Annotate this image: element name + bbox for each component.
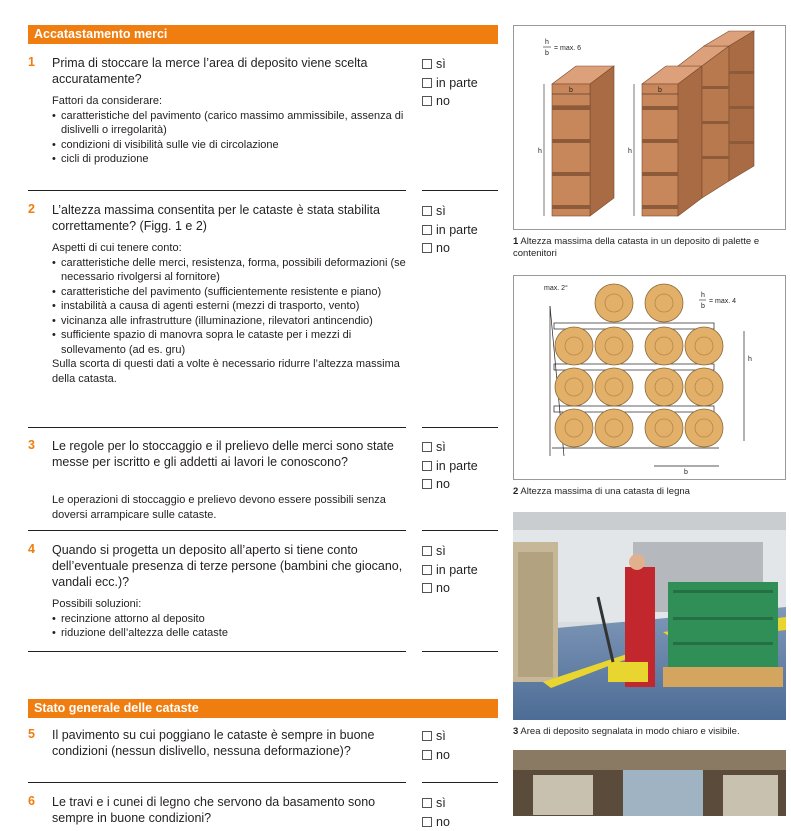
warehouse-illustration bbox=[513, 512, 786, 720]
option-in-parte[interactable]: in parte bbox=[422, 221, 478, 240]
note-bullet: • caratteristiche del pavimento (sufficientemente resistente e piano) bbox=[52, 285, 412, 300]
divider bbox=[28, 427, 406, 428]
figure-2-caption: 2 Altezza massima di una catasta di legna bbox=[513, 486, 783, 498]
figure-3-caption: 3 Area di deposito segnalata in modo chiaro e visibile. bbox=[513, 726, 783, 738]
note-bullet: • recinzione attorno al deposito bbox=[52, 612, 412, 627]
log bbox=[595, 284, 633, 322]
option-no[interactable]: no bbox=[422, 813, 450, 831]
answer-options bbox=[422, 542, 478, 598]
note-bullet: • condizioni di visibilità sulle vie di circolazione bbox=[52, 138, 412, 153]
log bbox=[645, 368, 683, 406]
dim-b: b bbox=[569, 87, 573, 94]
question-notes bbox=[52, 94, 412, 167]
dim-h: h bbox=[628, 148, 632, 155]
section-header-general-state: Stato generale delle cataste bbox=[28, 699, 498, 718]
notes-intro: Aspetti di cui tenere conto: bbox=[52, 241, 412, 256]
divider bbox=[422, 651, 498, 652]
option-in-parte[interactable]: in parte bbox=[422, 457, 478, 476]
option-no[interactable]: no bbox=[422, 239, 478, 258]
section-header-stacking: Accatastamento merci bbox=[28, 25, 498, 44]
option-si[interactable]: sì bbox=[422, 727, 450, 746]
checkbox-in-parte[interactable] bbox=[422, 565, 432, 575]
ratio-b: b bbox=[545, 50, 549, 57]
answer-options bbox=[422, 55, 478, 111]
log bbox=[645, 327, 683, 365]
dim-h: h bbox=[748, 356, 752, 363]
checkbox-in-parte[interactable] bbox=[422, 461, 432, 471]
ratio-h: h bbox=[545, 39, 549, 46]
checkbox-si[interactable] bbox=[422, 731, 432, 741]
dim-h: h bbox=[538, 148, 542, 155]
question-text: Quando si progetta un deposito all’aperto si tiene conto dell’eventuale presenza di terze persone (bambini che giocano, vandali ecc.)? bbox=[52, 542, 412, 590]
ratio-label: = max. 4 bbox=[709, 298, 736, 305]
log bbox=[685, 327, 723, 365]
question-number: 2 bbox=[28, 202, 35, 216]
checkbox-no[interactable] bbox=[422, 750, 432, 760]
checkbox-si[interactable] bbox=[422, 59, 432, 69]
divider bbox=[28, 530, 406, 531]
note-bullet: • instabilità a causa di agenti esterni (mezzi di trasporto, vento) bbox=[52, 299, 412, 314]
question-number: 6 bbox=[28, 794, 35, 808]
dim-b: b bbox=[658, 87, 662, 94]
divider bbox=[422, 782, 498, 783]
answer-options bbox=[422, 438, 478, 494]
question-number: 3 bbox=[28, 438, 35, 452]
option-no[interactable]: no bbox=[422, 92, 478, 111]
note-bullet: • riduzione dell’altezza delle cataste bbox=[52, 626, 412, 641]
option-si[interactable]: sì bbox=[422, 202, 478, 221]
pallet-stack-a bbox=[552, 66, 614, 216]
notes-outro: Sulla scorta di questi dati a volte è necessario ridurre l’altezza massima della catasta. bbox=[52, 357, 412, 386]
option-si[interactable]: sì bbox=[422, 438, 478, 457]
pallet-stack-illustration bbox=[514, 26, 785, 229]
note-bullet: • vicinanza alle infrastrutture (illuminazione, rilevatori antincendio) bbox=[52, 314, 412, 329]
option-no[interactable]: no bbox=[422, 746, 450, 765]
checkbox-in-parte[interactable] bbox=[422, 78, 432, 88]
log bbox=[555, 409, 593, 447]
checkbox-no[interactable] bbox=[422, 817, 432, 827]
figure-3-warehouse-photo bbox=[513, 512, 786, 720]
divider bbox=[422, 190, 498, 191]
question-notes: Le operazioni di stoccaggio e prelievo devono essere possibili senza doversi arrampicare sulle cataste. bbox=[52, 493, 412, 522]
note-bullet: • sufficiente spazio di manovra sopra le cataste per i mezzi di sollevamento (ad es. gru) bbox=[52, 328, 412, 357]
log bbox=[685, 368, 723, 406]
answer-options bbox=[422, 794, 450, 831]
answer-options bbox=[422, 202, 478, 258]
note-bullet: • caratteristiche delle merci, resistenza, forma, possibili deformazioni (se necessario rivolgersi al fornitore) bbox=[52, 256, 412, 285]
question-text: L’altezza massima consentita per le cataste è stata stabilita correttamente? (Figg. 1 e 2) bbox=[52, 202, 412, 234]
log bbox=[595, 327, 633, 365]
checkbox-no[interactable] bbox=[422, 243, 432, 253]
question-number: 4 bbox=[28, 542, 35, 556]
question-text: Le regole per lo stoccaggio e il prelievo delle merci sono state messe per iscritto e gli addetti ai lavori le conoscono? bbox=[52, 438, 412, 470]
figure-2-log-stack bbox=[513, 275, 786, 480]
option-si[interactable]: sì bbox=[422, 542, 478, 561]
option-si[interactable]: sì bbox=[422, 55, 478, 74]
log bbox=[595, 409, 633, 447]
figure-4-storage-photo bbox=[513, 750, 786, 816]
ratio-h: h bbox=[701, 292, 705, 299]
dim-b: b bbox=[684, 469, 688, 476]
log bbox=[555, 327, 593, 365]
checkbox-no[interactable] bbox=[422, 479, 432, 489]
question-notes bbox=[52, 597, 412, 641]
log bbox=[555, 368, 593, 406]
checkbox-si[interactable] bbox=[422, 798, 432, 808]
question-text: Il pavimento su cui poggiano le cataste è sempre in buone condizioni (nessun dislivello, nessuna deformazione)? bbox=[52, 727, 412, 759]
option-si[interactable]: sì bbox=[422, 794, 450, 813]
notes-intro: Possibili soluzioni: bbox=[52, 597, 412, 612]
checkbox-si[interactable] bbox=[422, 442, 432, 452]
answer-options bbox=[422, 727, 450, 764]
figure-1-caption: 1 Altezza massima della catasta in un deposito di palette e contenitori bbox=[513, 236, 783, 260]
notes-intro: Fattori da considerare: bbox=[52, 94, 412, 109]
pallet-stack-b bbox=[642, 31, 754, 216]
question-text: Prima di stoccare la merce l’area di deposito viene scelta accuratamente? bbox=[52, 55, 412, 87]
divider bbox=[422, 427, 498, 428]
log bbox=[595, 368, 633, 406]
question-text: Le travi e i cunei di legno che servono da basamento sono sempre in buone condizioni? bbox=[52, 794, 412, 826]
note-bullet: • cicli di produzione bbox=[52, 152, 412, 167]
note-bullet: • caratteristiche del pavimento (carico massimo ammissibile, assenza di dislivelli o irregolarità) bbox=[52, 109, 412, 138]
storage-illustration bbox=[513, 750, 786, 816]
checkbox-si[interactable] bbox=[422, 206, 432, 216]
option-no[interactable]: no bbox=[422, 475, 478, 494]
divider bbox=[28, 190, 406, 191]
option-in-parte[interactable]: in parte bbox=[422, 561, 478, 580]
question-number: 1 bbox=[28, 55, 35, 69]
log-stack-illustration bbox=[514, 276, 785, 479]
checkbox-in-parte[interactable] bbox=[422, 225, 432, 235]
question-notes bbox=[52, 241, 412, 386]
question-number: 5 bbox=[28, 727, 35, 741]
divider bbox=[422, 530, 498, 531]
angle-label: max. 2° bbox=[544, 284, 568, 292]
checkbox-no[interactable] bbox=[422, 96, 432, 106]
figure-1-pallet-stacks bbox=[513, 25, 786, 230]
divider bbox=[28, 782, 406, 783]
checkbox-no[interactable] bbox=[422, 583, 432, 593]
divider bbox=[28, 651, 406, 652]
ratio-label: = max. 6 bbox=[554, 45, 581, 52]
ratio-b: b bbox=[701, 303, 705, 310]
option-in-parte[interactable]: in parte bbox=[422, 74, 478, 93]
log bbox=[645, 284, 683, 322]
checkbox-si[interactable] bbox=[422, 546, 432, 556]
option-no[interactable]: no bbox=[422, 579, 478, 598]
log bbox=[645, 409, 683, 447]
log bbox=[685, 409, 723, 447]
